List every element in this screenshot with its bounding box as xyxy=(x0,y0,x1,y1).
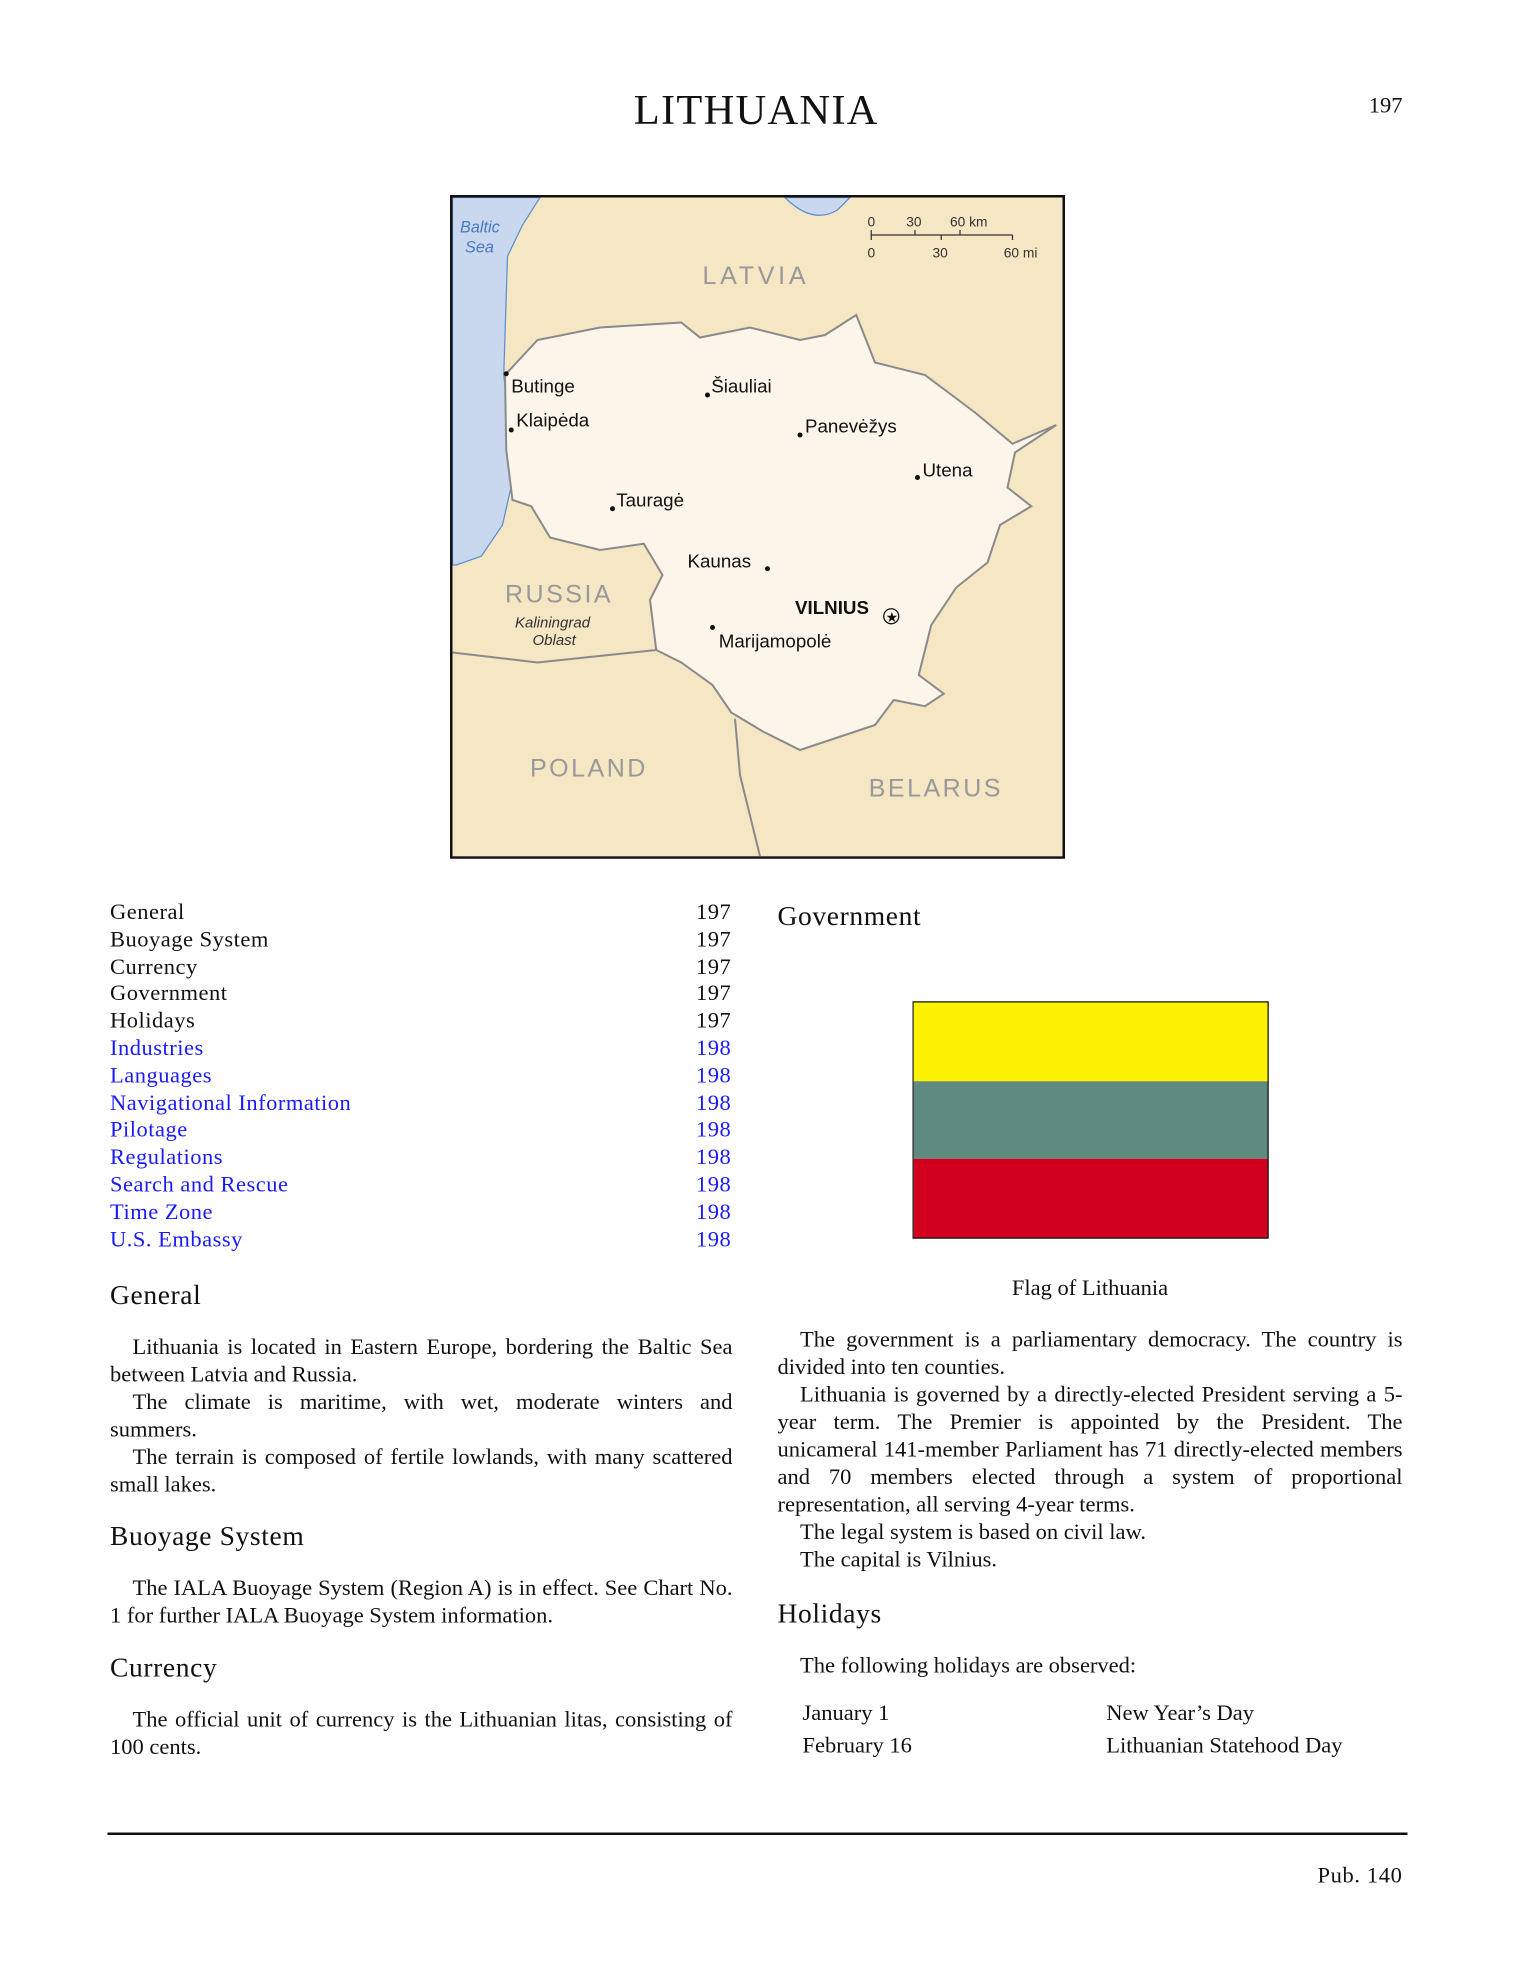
left-column xyxy=(110,1278,733,1760)
scale-km-30: 30 xyxy=(906,214,922,230)
toc-label[interactable]: Time Zone xyxy=(110,1198,214,1224)
city-label: Klaipėda xyxy=(516,409,590,431)
page-title: LITHUANIA xyxy=(633,87,879,134)
toc-page[interactable]: 198 xyxy=(695,1034,732,1060)
city-label: Tauragė xyxy=(616,489,685,511)
city-label: Kaunas xyxy=(687,550,752,572)
holidays-heading: Holidays xyxy=(777,1597,882,1629)
toc-page[interactable]: 198 xyxy=(695,1116,732,1142)
toc-entry[interactable] xyxy=(110,1117,731,1144)
toc-entry[interactable] xyxy=(110,1035,731,1062)
scale-mi-30: 30 xyxy=(932,245,948,261)
table-row xyxy=(803,1696,1344,1729)
holiday-date: February 16 xyxy=(802,1732,912,1758)
toc-page: 197 xyxy=(695,953,732,979)
map-label-oblast: Oblast xyxy=(532,632,576,649)
city-label: Utena xyxy=(922,459,973,481)
paragraph: The terrain is composed of fertile lowlands, with many scattered small lakes. xyxy=(110,1443,733,1497)
holiday-date: January 1 xyxy=(802,1700,890,1725)
table-of-contents xyxy=(110,899,731,1253)
general-heading: General xyxy=(110,1278,202,1310)
toc-entry[interactable] xyxy=(110,1062,731,1089)
city-label: Panevėžys xyxy=(805,415,897,437)
scale-km-0: 0 xyxy=(867,214,876,230)
city-label: Marijamopolė xyxy=(718,630,832,652)
map-label-poland: POLAND xyxy=(530,754,648,783)
holidays-intro: The following holidays are observed: xyxy=(800,1652,1137,1678)
toc-entry[interactable] xyxy=(110,1226,731,1253)
toc-entry xyxy=(110,1008,731,1035)
toc-page: 197 xyxy=(695,898,732,924)
toc-page[interactable]: 198 xyxy=(695,1143,732,1169)
buoyage-heading: Buoyage System xyxy=(110,1520,305,1552)
capital-label: VILNIUS xyxy=(795,596,869,618)
flag-caption: Flag of Lithuania xyxy=(1011,1275,1169,1300)
toc-label[interactable]: Navigational Information xyxy=(110,1089,352,1115)
toc-entry xyxy=(110,953,731,980)
toc-page[interactable]: 198 xyxy=(695,1062,732,1088)
toc-page: 197 xyxy=(695,980,732,1006)
map-label-sea-2: Sea xyxy=(465,238,494,257)
publication-label: Pub. 140 xyxy=(1317,1862,1403,1888)
holiday-name: New Year’s Day xyxy=(1106,1700,1254,1725)
toc-entry[interactable] xyxy=(110,1144,731,1171)
currency-heading: Currency xyxy=(110,1651,218,1683)
flag-of-lithuania xyxy=(913,1001,1269,1239)
toc-label[interactable]: Industries xyxy=(110,1034,204,1060)
toc-entry[interactable] xyxy=(110,1089,731,1116)
map-label-belarus: BELARUS xyxy=(868,774,1003,803)
city-label: Butinge xyxy=(511,375,575,397)
toc-label[interactable]: U.S. Embassy xyxy=(110,1225,243,1251)
toc-label[interactable]: Regulations xyxy=(110,1143,224,1169)
map-label-russia: RUSSIA xyxy=(505,580,614,609)
toc-entry xyxy=(110,899,731,926)
toc-label: Government xyxy=(110,980,228,1006)
toc-page[interactable]: 198 xyxy=(695,1225,732,1251)
toc-page[interactable]: 198 xyxy=(695,1198,732,1224)
table-row xyxy=(803,1729,1344,1762)
toc-page: 197 xyxy=(695,1007,732,1033)
paragraph: Lithuania is located in Eastern Europe, bordering the Baltic Sea between Latvia and Russia. xyxy=(110,1333,733,1387)
svg-text:★: ★ xyxy=(885,609,898,625)
toc-label[interactable]: Search and Rescue xyxy=(110,1171,289,1197)
toc-label: Buoyage System xyxy=(110,925,269,951)
map-label-latvia: LATVIA xyxy=(702,261,810,290)
map-label-sea: Baltic xyxy=(460,218,500,237)
scale-mi-60: 60 mi xyxy=(1003,245,1038,261)
toc-entry[interactable] xyxy=(110,1171,731,1198)
holiday-name: Lithuanian Statehood Day xyxy=(1106,1732,1343,1758)
paragraph: The government is a parliamentary democracy. The country is divided into ten counties. xyxy=(777,1326,1403,1379)
toc-entry[interactable] xyxy=(110,1198,731,1225)
paragraph: The official unit of currency is the Lithuanian litas, consisting of 100 cents. xyxy=(110,1706,733,1759)
toc-entry xyxy=(110,980,731,1007)
toc-label[interactable]: Languages xyxy=(110,1062,212,1088)
general-body xyxy=(110,1333,733,1498)
flag-stripe-red xyxy=(914,1159,1268,1237)
right-column xyxy=(778,1325,1403,1761)
map-label-kaliningrad: Kaliningrad xyxy=(515,614,591,632)
paragraph: The IALA Buoyage System (Region A) is in effect. See Chart No. 1 for further IALA Buoyage System information. xyxy=(110,1575,733,1628)
paragraph: The capital is Vilnius. xyxy=(800,1546,997,1572)
toc-page[interactable]: 198 xyxy=(695,1089,732,1115)
toc-label: Holidays xyxy=(110,1007,196,1033)
paragraph: The legal system is based on civil law. xyxy=(800,1518,1146,1544)
toc-label: Currency xyxy=(110,953,198,979)
flag-stripe-green xyxy=(914,1081,1268,1159)
toc-page[interactable]: 198 xyxy=(695,1171,732,1197)
paragraph: The climate is maritime, with wet, moderate winters and summers. xyxy=(110,1388,733,1442)
toc-page: 197 xyxy=(695,925,732,951)
flag-stripe-yellow xyxy=(914,1003,1268,1081)
paragraph: Lithuania is governed by a directly-elected President serving a 5-year term. The Premier is appointed by the President. The unicameral 141-member Parliament has 71 directly-elected members and 70 members elected through a system of proportional representation, all serving 4-year terms. xyxy=(777,1381,1403,1517)
footer-rule xyxy=(108,1833,1408,1836)
scale-mi-0: 0 xyxy=(867,245,876,261)
government-heading: Government xyxy=(777,900,922,932)
toc-label[interactable]: Pilotage xyxy=(110,1116,188,1142)
toc-entry xyxy=(110,926,731,953)
city-label: Šiauliai xyxy=(711,375,772,397)
lithuania-map xyxy=(450,195,1065,859)
page-number: 197 xyxy=(1368,92,1403,118)
scale-km-60: 60 km xyxy=(950,214,988,230)
holidays-table xyxy=(803,1696,1344,1761)
toc-label: General xyxy=(110,898,185,924)
